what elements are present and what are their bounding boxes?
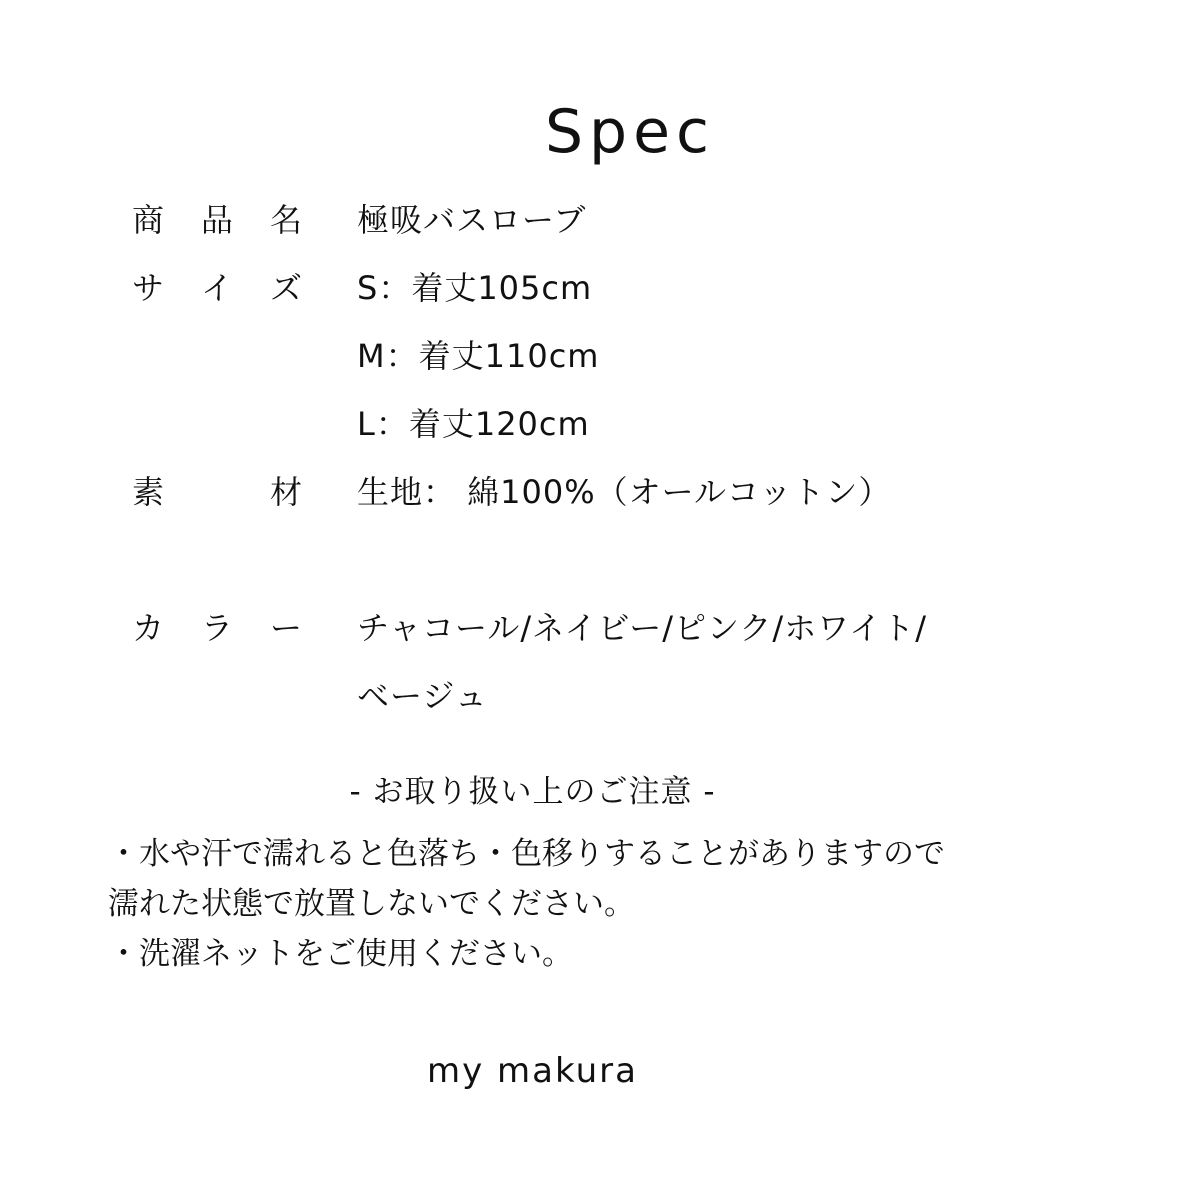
product-name-value: 極吸バスローブ <box>357 201 587 239</box>
color-label: カ ラ ー <box>132 609 302 647</box>
material-value: 生地： 綿100%（オールコットン） <box>357 473 892 511</box>
size-value-l: L：着丈120cm <box>357 405 590 443</box>
color-value-line-2: ベージュ <box>357 677 488 715</box>
size-value-m: M：着丈110cm <box>357 337 600 375</box>
product-name-label: 商 品 名 <box>132 201 302 239</box>
care-note-3: ・洗濯ネットをご使用ください。 <box>108 936 573 972</box>
color-value-line-1: チャコール/ネイビー/ピンク/ホワイト/ <box>357 609 928 647</box>
care-note-2: 濡れた状態で放置しないでください。 <box>108 886 635 922</box>
care-heading: - お取り扱い上のご注意 - <box>349 774 716 810</box>
size-label: サ イ ズ <box>132 269 302 307</box>
material-label: 素 材 <box>132 473 302 511</box>
brand-logo-text: my makura <box>426 1051 638 1091</box>
page-title: Spec <box>544 97 716 167</box>
size-value-s: S：着丈105cm <box>357 269 593 307</box>
care-note-1: ・水や汗で濡れると色落ち・色移りすることがありますので <box>108 836 945 872</box>
